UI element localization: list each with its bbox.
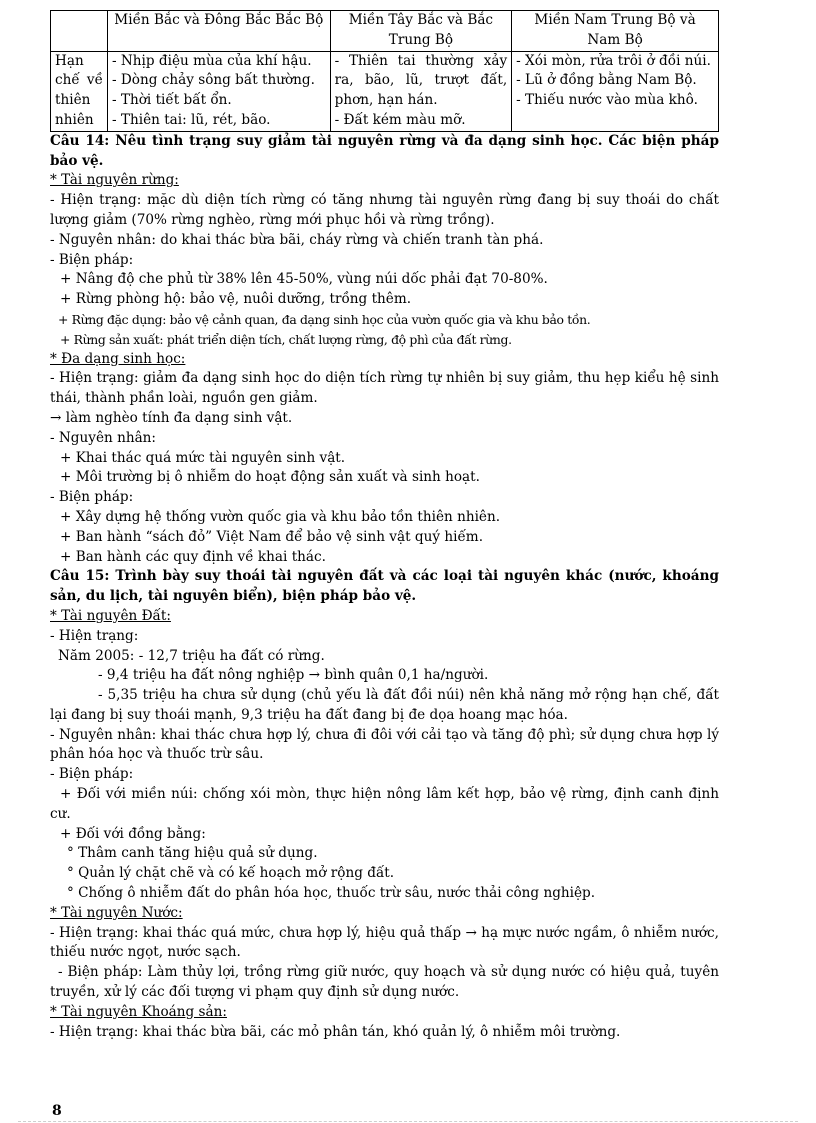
paragraph-text: - Biện pháp: Làm thủy lợi, trồng rừng giữ nước, quy hoạch và sử dụng nước có hiệu quả, tuyên truyền, xử lý các đối tượng vi phạm quy định sử dụng nước.: [50, 964, 719, 1001]
table-header-cell: Miền Tây Bắc và Bắc Trung Bộ: [330, 11, 512, 52]
list-item: + Nâng độ che phủ từ 38% lên 45-50%, vùng núi dốc phải đạt 70-80%.: [60, 271, 548, 288]
table-row: [51, 51, 719, 131]
paragraph: - Nguyên nhân:: [50, 429, 157, 446]
paragraph: [50, 963, 719, 1003]
comparison-table: [50, 10, 719, 132]
cell-line: - Thiên tai thường xảy ra, bão, lũ, trượt đất, phơn, hạn hán.: [334, 52, 508, 109]
paragraph: [50, 686, 719, 726]
list-item: + Rừng sản xuất: phát triển diện tích, chất lượng rừng, độ phì của đất rừng.: [60, 331, 512, 347]
question-15-heading: Câu 15: Trình bày suy thoái tài nguyên đất và các loại tài nguyên khác (nước, khoáng sản, du lịch, tài nguyên biển), biện pháp bảo vệ.: [50, 568, 719, 605]
list-item: + Ban hành các quy định về khai thác.: [60, 548, 326, 565]
page-number: 8: [52, 1103, 62, 1119]
paragraph: - Biện pháp:: [50, 489, 134, 506]
cell-line: - Nhịp điệu mùa của khí hậu.: [111, 52, 312, 69]
paragraph: Năm 2005: - 12,7 triệu ha đất có rừng.: [58, 647, 325, 664]
list-item: + Môi trường bị ô nhiễm do hoạt động sản xuất và sinh hoạt.: [60, 469, 480, 486]
paragraph: - Hiện trạng:: [50, 627, 139, 644]
table-header-cell: Miền Nam Trung Bộ và Nam Bộ: [512, 11, 719, 52]
list-item: ° Thâm canh tăng hiệu quả sử dụng.: [67, 845, 318, 862]
paragraph-text: - 5,35 triệu ha chưa sử dụng (chủ yếu là đất đồi núi) nên khả năng mở rộng hạn chế, đất lại đang bị suy thoái mạnh, 9,3 triệu ha đất đang bị đe dọa hoang mạc hóa.: [50, 687, 719, 723]
paragraph: - Nguyên nhân: do khai thác bừa bãi, cháy rừng và chiến tranh tàn phá.: [50, 231, 544, 248]
document-page: [50, 0, 719, 1042]
table-header-row: [51, 11, 719, 52]
table-cell: [107, 51, 330, 131]
footer-divider: [18, 1121, 798, 1122]
cell-line: - Thời tiết bất ổn.: [111, 92, 232, 109]
section-heading-water: * Tài nguyên Nước:: [50, 904, 183, 921]
list-item: + Khai thác quá mức tài nguyên sinh vật.: [60, 449, 346, 466]
table-cell: [330, 51, 512, 131]
paragraph: - Hiện trạng: khai thác quá mức, chưa hợp lý, hiệu quả thấp → hạ mực nước ngầm, ô nhiễm nước, thiếu nước ngọt, nước sạch.: [50, 924, 719, 961]
cell-line: - Dòng chảy sông bất thường.: [111, 72, 315, 89]
list-item: + Đối với đồng bằng:: [60, 825, 206, 842]
question-14-heading: Câu 14: Nêu tình trạng suy giảm tài nguyên rừng và đa dạng sinh học. Các biện pháp bảo vệ.: [50, 132, 719, 169]
paragraph: - Biện pháp:: [50, 766, 134, 783]
cell-line: - Đất kém màu mỡ.: [334, 111, 466, 128]
cell-line: - Lũ ở đồng bằng Nam Bộ.: [516, 72, 697, 89]
paragraph: → làm nghèo tính đa dạng sinh vật.: [50, 409, 293, 426]
table-cell: [512, 51, 719, 131]
table-row-label: Hạn chế về thiên nhiên: [51, 51, 108, 131]
table-header-cell: [51, 11, 108, 52]
paragraph: - Hiện trạng: mặc dù diện tích rừng có tăng nhưng tài nguyên rừng đang bị suy thoái do chất lượng giảm (70% rừng nghèo, rừng mới phục hồi và rừng trồng).: [50, 192, 719, 228]
paragraph: - Hiện trạng: giảm đa dạng sinh học do diện tích rừng tự nhiên bị suy giảm, thu hẹp kiểu hệ sinh thái, thành phần loài, nguồn gen giảm.: [50, 370, 719, 407]
paragraph: - Nguyên nhân: khai thác chưa hợp lý, chưa đi đôi với cải tạo và tăng độ phì; sử dụng chưa hợp lý phân hóa học và thuốc trừ sâu.: [50, 726, 719, 763]
table-header-cell: Miền Bắc và Đông Bắc Bắc Bộ: [107, 11, 330, 52]
cell-line: - Thiên tai: lũ, rét, bão.: [111, 111, 271, 128]
section-heading-forest: * Tài nguyên rừng:: [50, 172, 179, 189]
paragraph: - Biện pháp:: [50, 251, 134, 268]
list-item: + Ban hành “sách đỏ” Việt Nam để bảo vệ sinh vật quý hiếm.: [60, 528, 484, 545]
list-item: ° Quản lý chặt chẽ và có kế hoạch mở rộng đất.: [67, 865, 395, 882]
paragraph-text: + Đối với miền núi: chống xói mòn, thực hiện nông lâm kết hợp, bảo vệ rừng, định canh định cư.: [50, 786, 719, 822]
cell-line: - Thiếu nước vào mùa khô.: [516, 92, 698, 109]
list-item: + Xây dựng hệ thống vườn quốc gia và khu bảo tồn thiên nhiên.: [60, 508, 501, 525]
list-item: + Rừng phòng hộ: bảo vệ, nuôi dưỡng, trồng thêm.: [60, 291, 412, 308]
cell-line: - Xói mòn, rửa trôi ở đồi núi.: [516, 52, 711, 69]
section-heading-minerals: * Tài nguyên Khoáng sản:: [50, 1003, 227, 1020]
list-item: - 9,4 triệu ha đất nông nghiệp → bình quân 0,1 ha/người.: [98, 667, 489, 684]
section-heading-biodiversity: * Đa dạng sinh học:: [50, 350, 186, 367]
paragraph: [50, 785, 719, 825]
list-item: ° Chống ô nhiễm đất do phân hóa học, thuốc trừ sâu, nước thải công nghiệp.: [67, 885, 596, 902]
paragraph: - Hiện trạng: khai thác bừa bãi, các mỏ phân tán, khó quản lý, ô nhiễm môi trường.: [50, 1023, 621, 1040]
list-item: + Rừng đặc dụng: bảo vệ cảnh quan, đa dạng sinh học của vườn quốc gia và khu bảo tồn.: [58, 311, 591, 327]
section-heading-land: * Tài nguyên Đất:: [50, 607, 171, 624]
